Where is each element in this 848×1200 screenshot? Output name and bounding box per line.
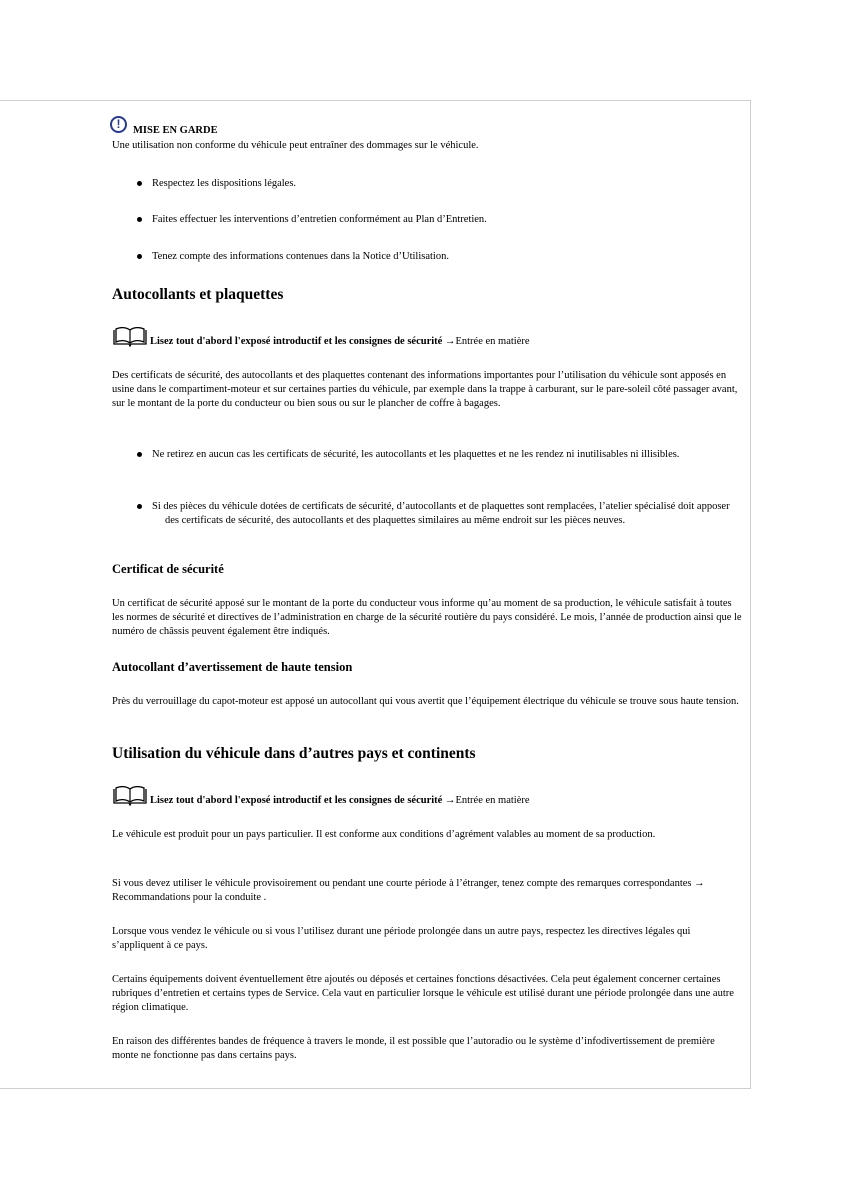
list-item: Faites effectuer les interventions d’entretien conformément au Plan d’Entretien. xyxy=(137,213,737,227)
haute-tension-paragraph: Près du verrouillage du capot-moteur est apposé un autocollant qui vous avertit que l’équipement électrique du véhicule se trouve sous haute tension. xyxy=(112,696,739,707)
warning-text: Une utilisation non conforme du véhicule peut entraîner des dommages sur le véhicule. xyxy=(112,140,479,151)
section-heading: Utilisation du véhicule dans d’autres pays et continents xyxy=(112,745,476,762)
list-item: Ne retirez en aucun cas les certificats de sécurité, les autocollants et les plaquettes et ne les rendez ni inutilisables ni illisibles. xyxy=(137,448,737,462)
book-icon xyxy=(112,327,148,347)
certificat-paragraph: Un certificat de sécurité apposé sur le montant de la porte du conducteur vous informe qu’au moment de sa production, le véhicule satisfait à toutes les normes de sécurité et directives de l’administration en charge de la sécurité routière du pays considéré. Le mois, l’année de production ainsi que le numéro de châssis peuvent également être indiqués. xyxy=(112,598,742,637)
paragraph: Certains équipements doivent éventuellement être ajoutés ou déposés et certaines fonctions désactivées. Cela peut également concerner certaines rubriques d’entretien et certains types de Service. Cela vaut en particulier lorsque le véhicule est utilisé durant une période prolongée dans une autre région climatique. xyxy=(112,974,734,1013)
bullet-dot-icon xyxy=(137,181,142,186)
warning-title: MISE EN GARDE xyxy=(133,125,218,136)
book-icon xyxy=(112,786,148,806)
paragraph: Le véhicule est produit pour un pays particulier. Il est conforme aux conditions d’agrément valables au moment de sa production. xyxy=(112,829,656,840)
list-item: Si des pièces du véhicule dotées de certificats de sécurité, d’autocollants et de plaquettes sont remplacées, l’atelier spécialisé doit apposer des certificats de sécurité, des autocollants et des plaquettes similaires au même endroit sur les pièces neuves. xyxy=(137,500,737,528)
intro-paragraph: Des certificats de sécurité, des autocollants et des plaquettes contenant des informations importantes pour l’utilisation du véhicule sont apposés en usine dans le compartiment-moteur et sur certaines parties du véhicule, par exemple dans la trappe à carburant, sur le pare-soleil côté passager avant, sur le montant de la porte du conducteur ou bien sous ou sur le plancher de coffre à bagages. xyxy=(112,370,738,409)
read-first-text: Lisez tout d'abord l'exposé introductif et les consignes de sécurité xyxy=(150,795,443,806)
paragraph: En raison des différentes bandes de fréquence à travers le monde, il est possible que l’autoradio ou le système d’infodivertissement de première monte ne fonctionne pas dans certains pays. xyxy=(112,1036,715,1061)
section-heading: Autocollants et plaquettes xyxy=(112,286,284,303)
list-item: Respectez les dispositions légales. xyxy=(137,177,737,191)
subsection-heading: Certificat de sécurité xyxy=(112,562,224,576)
entree-en-matiere-link[interactable]: →Entrée en matière xyxy=(444,336,530,347)
warning-icon: ! xyxy=(110,116,127,133)
bullet-dot-icon xyxy=(137,504,142,509)
paragraph: Lorsque vous vendez le véhicule ou si vous l’utilisez durant une période prolongée dans un autre pays, respectez les directives légales qui s’appliquent à ce pays. xyxy=(112,926,691,951)
subsection-heading: Autocollant d’avertissement de haute tension xyxy=(112,660,353,674)
bullet-dot-icon xyxy=(137,254,142,259)
entree-en-matiere-link[interactable]: →Entrée en matière xyxy=(444,795,530,806)
bullet-dot-icon xyxy=(137,452,142,457)
bullet-dot-icon xyxy=(137,217,142,222)
read-first-text: Lisez tout d'abord l'exposé introductif et les consignes de sécurité xyxy=(150,336,443,347)
paragraph: Si vous devez utiliser le véhicule provisoirement ou pendant une courte période à l’étranger, tenez compte des remarques correspondantes → Recommandations pour la conduite . xyxy=(112,878,705,903)
list-item: Tenez compte des informations contenues dans la Notice d’Utilisation. xyxy=(137,250,737,264)
